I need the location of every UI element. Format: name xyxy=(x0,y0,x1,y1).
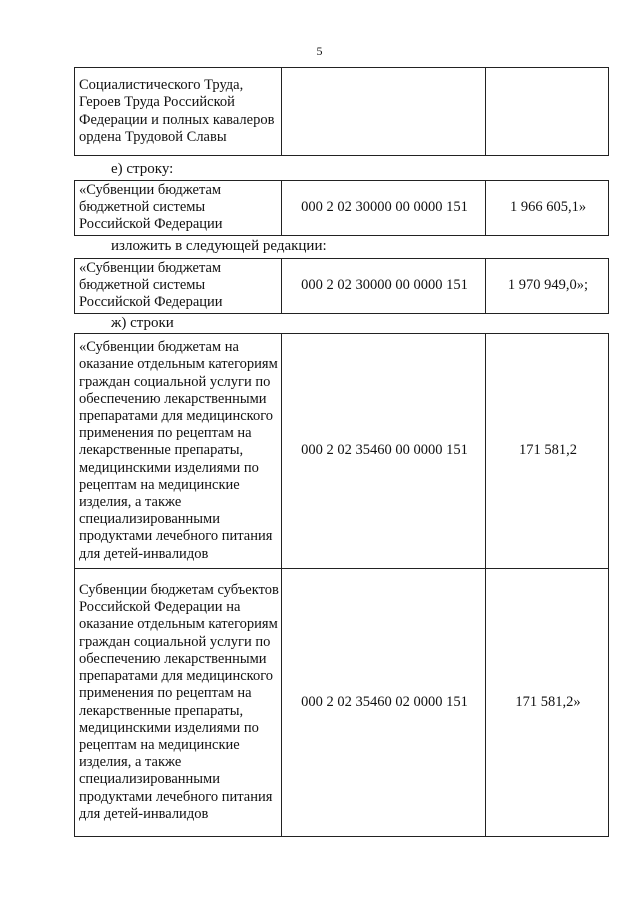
row-code: 000 2 02 30000 00 0000 151 xyxy=(282,181,486,236)
table-continuation xyxy=(74,67,609,156)
row-code xyxy=(282,68,486,156)
table-row xyxy=(75,68,609,156)
row-amount: 1 966 605,1» xyxy=(486,181,609,236)
table-row xyxy=(75,181,609,236)
table-e-new xyxy=(74,258,609,314)
row-amount: 171 581,2 xyxy=(486,334,609,569)
row-amount: 171 581,2» xyxy=(486,569,609,837)
page-number: 5 xyxy=(316,44,323,58)
row-code: 000 2 02 35460 00 0000 151 xyxy=(282,334,486,569)
row-name: «Субвенции бюджетам бюджетной системы Российской Федерации xyxy=(75,259,282,314)
table-zh xyxy=(74,333,609,837)
row-name: «Субвенции бюджетам бюджетной системы Российской Федерации xyxy=(75,181,282,236)
table-row xyxy=(75,334,609,569)
row-name: «Субвенции бюджетам на оказание отдельным категориям граждан социальной услуги по обеспечению лекарственными препаратами для медицинского применения по рецептам на лекарственные препараты, медицинскими изделиями по рецептам на медицинские изделия, а также специализированными продуктами лечебного питания для детей-инвалидов xyxy=(75,334,282,569)
table-row xyxy=(75,259,609,314)
row-amount xyxy=(486,68,609,156)
row-name: Субвенции бюджетам субъектов Российской Федерации на оказание отдельным категориям граждан социальной услуги по обеспечению лекарственными препаратами для медицинского применения по рецептам на лекарственные препараты, медицинскими изделиями по рецептам на медицинские изделия, а также специализированными продуктами лечебного питания для детей-инвалидов xyxy=(75,569,282,837)
table-row xyxy=(75,569,609,837)
row-name: Социалистического Труда, Героев Труда Российской Федерации и полных кавалеров ордена Трудовой Славы xyxy=(75,68,282,156)
row-amount: 1 970 949,0»; xyxy=(486,259,609,314)
paragraph-edit: изложить в следующей редакции: xyxy=(111,238,327,254)
row-code: 000 2 02 35460 02 0000 151 xyxy=(282,569,486,837)
paragraph-zh: ж) строки xyxy=(111,315,174,331)
table-e-old xyxy=(74,180,609,236)
paragraph-e: е) строку: xyxy=(111,161,174,177)
row-code: 000 2 02 30000 00 0000 151 xyxy=(282,259,486,314)
